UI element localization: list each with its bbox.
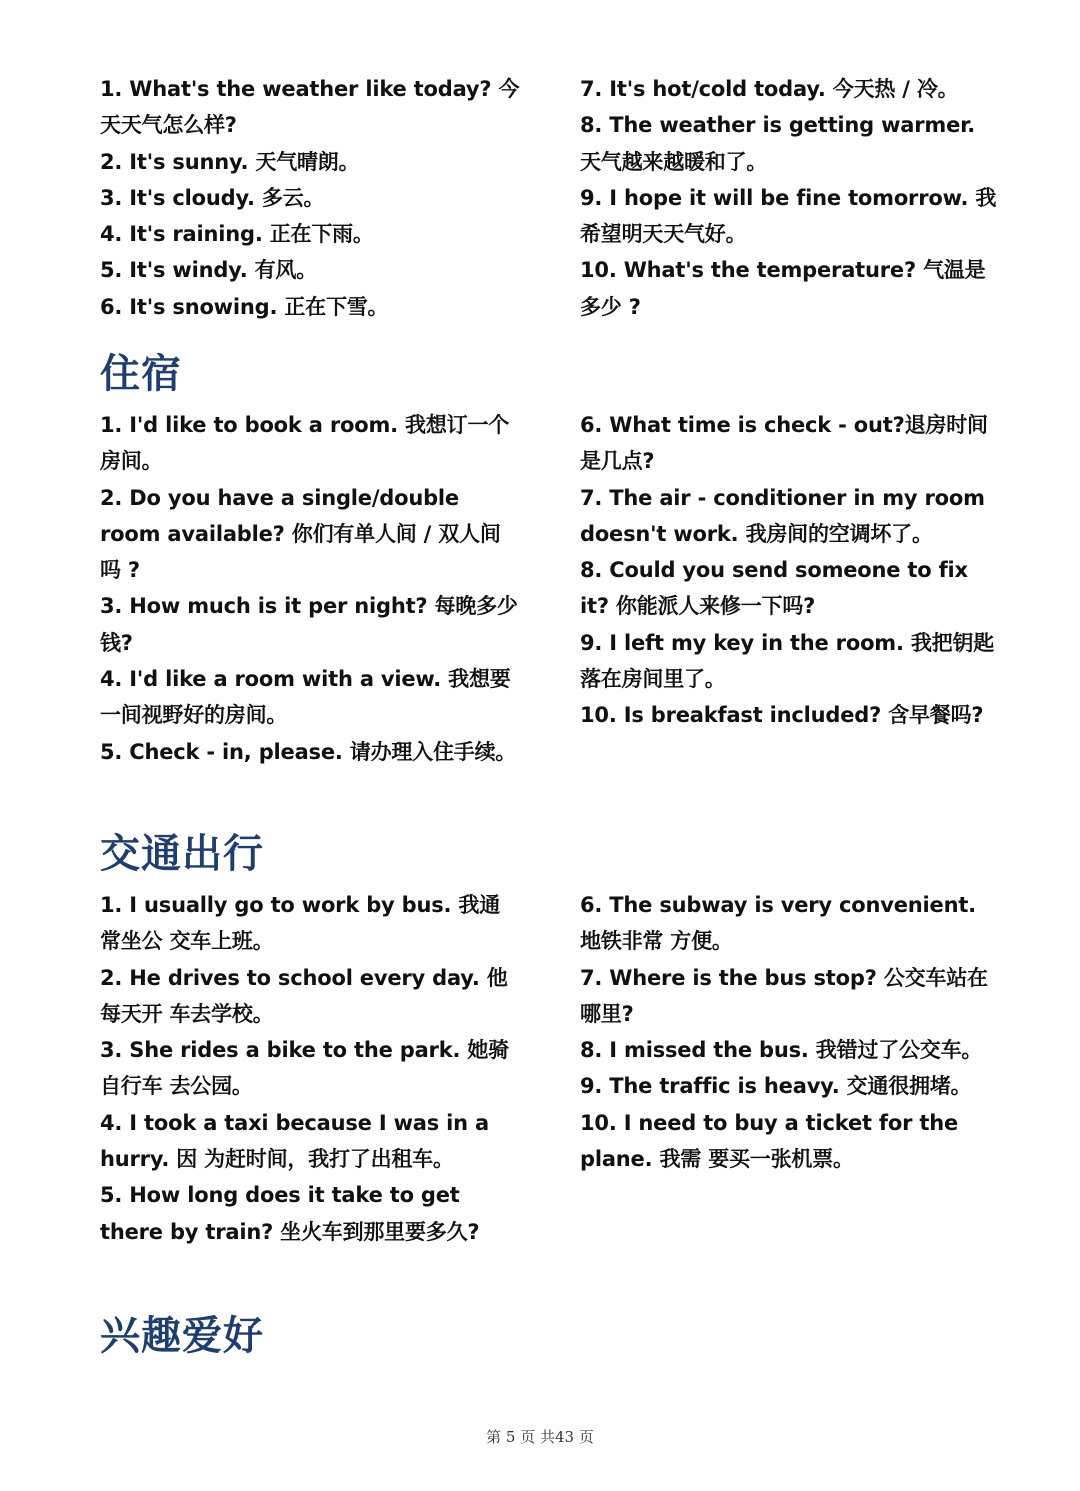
list-item: 1. What's the weather like today? 今天天气怎么样? [100, 77, 520, 138]
list-item: 1. I usually go to work by bus. 我通常坐公 交车上班。 [100, 893, 501, 954]
list-item: 5. Check - in, please. 请办理入住手续。 [100, 739, 517, 764]
list-item: 2. He drives to school every day. 他每天开 车去学校。 [100, 965, 508, 1026]
section-heading-transportation: 交通出行 [100, 831, 264, 877]
list-item: 8. Could you send someone to fix it? 你能派人来修一下吗? [580, 558, 968, 619]
accommodation-left-list [100, 407, 520, 770]
list-item: 7. It's hot/cold today. 今天热 / 冷。 [580, 77, 959, 101]
transportation-right-list [580, 887, 1000, 1177]
list-item: 6. What time is check - out?退房时间是几点? [580, 413, 988, 474]
weather-right-list [580, 71, 1000, 325]
list-item: 2. It's sunny. 天气晴朗。 [100, 149, 360, 174]
page-number: 第 5 页 共43 页 [486, 1428, 594, 1446]
list-item: 2. Do you have a single/double room available? 你们有单人间 / 双人间吗 ? [100, 485, 501, 583]
list-item: 3. It's cloudy. 多云。 [100, 185, 325, 210]
section-heading-hobbies: 兴趣爱好 [100, 1313, 264, 1359]
list-item: 8. I missed the bus. 我错过了公交车。 [580, 1038, 983, 1063]
list-item: 3. She rides a bike to the park. 她骑自行车 去公园。 [100, 1038, 509, 1099]
list-item: 3. How much is it per night? 每晚多少钱? [100, 594, 518, 655]
list-item: 5. How long does it take to get there by train? 坐火车到那里要多久? [100, 1183, 480, 1244]
list-item: 4. I took a taxi because I was in a hurry. 因 为赶时间，我打了出租车。 [100, 1110, 489, 1172]
weather-left-list [100, 71, 520, 325]
list-item: 1. I'd like to book a room. 我想订一个房间。 [100, 413, 510, 474]
list-item: 10. Is breakfast included? 含早餐吗? [580, 703, 984, 728]
list-item: 7. Where is the bus stop? 公交车站在哪里? [580, 965, 988, 1026]
transportation-left-list [100, 887, 520, 1250]
accommodation-right-list [580, 407, 1000, 734]
section-heading-accommodation: 住宿 [100, 351, 182, 397]
list-item: 7. The air - conditioner in my room doesn't work. 我房间的空调坏了。 [580, 485, 985, 546]
list-item: 10. What's the temperature? 气温是多少 ? [580, 258, 986, 319]
list-item: 5. It's windy. 有风。 [100, 258, 318, 283]
list-item: 9. I hope it will be fine tomorrow. 我希望明天天气好。 [580, 185, 997, 247]
list-item: 8. The weather is getting warmer. 天气越来越暖和了。 [580, 113, 976, 174]
list-item: 4. It's raining. 正在下雨。 [100, 222, 374, 247]
list-item: 6. It's snowing. 正在下雪。 [100, 294, 389, 319]
list-item: 9. The traffic is heavy. 交通很拥堵。 [580, 1074, 972, 1099]
list-item: 9. I left my key in the room. 我把钥匙落在房间里了。 [580, 630, 995, 692]
list-item: 4. I'd like a room with a view. 我想要一间视野好的房间。 [100, 667, 511, 728]
list-item: 10. I need to buy a ticket for the plane. 我需 要买一张机票。 [580, 1110, 958, 1172]
list-item: 6. The subway is very convenient. 地铁非常 方便。 [580, 893, 976, 954]
